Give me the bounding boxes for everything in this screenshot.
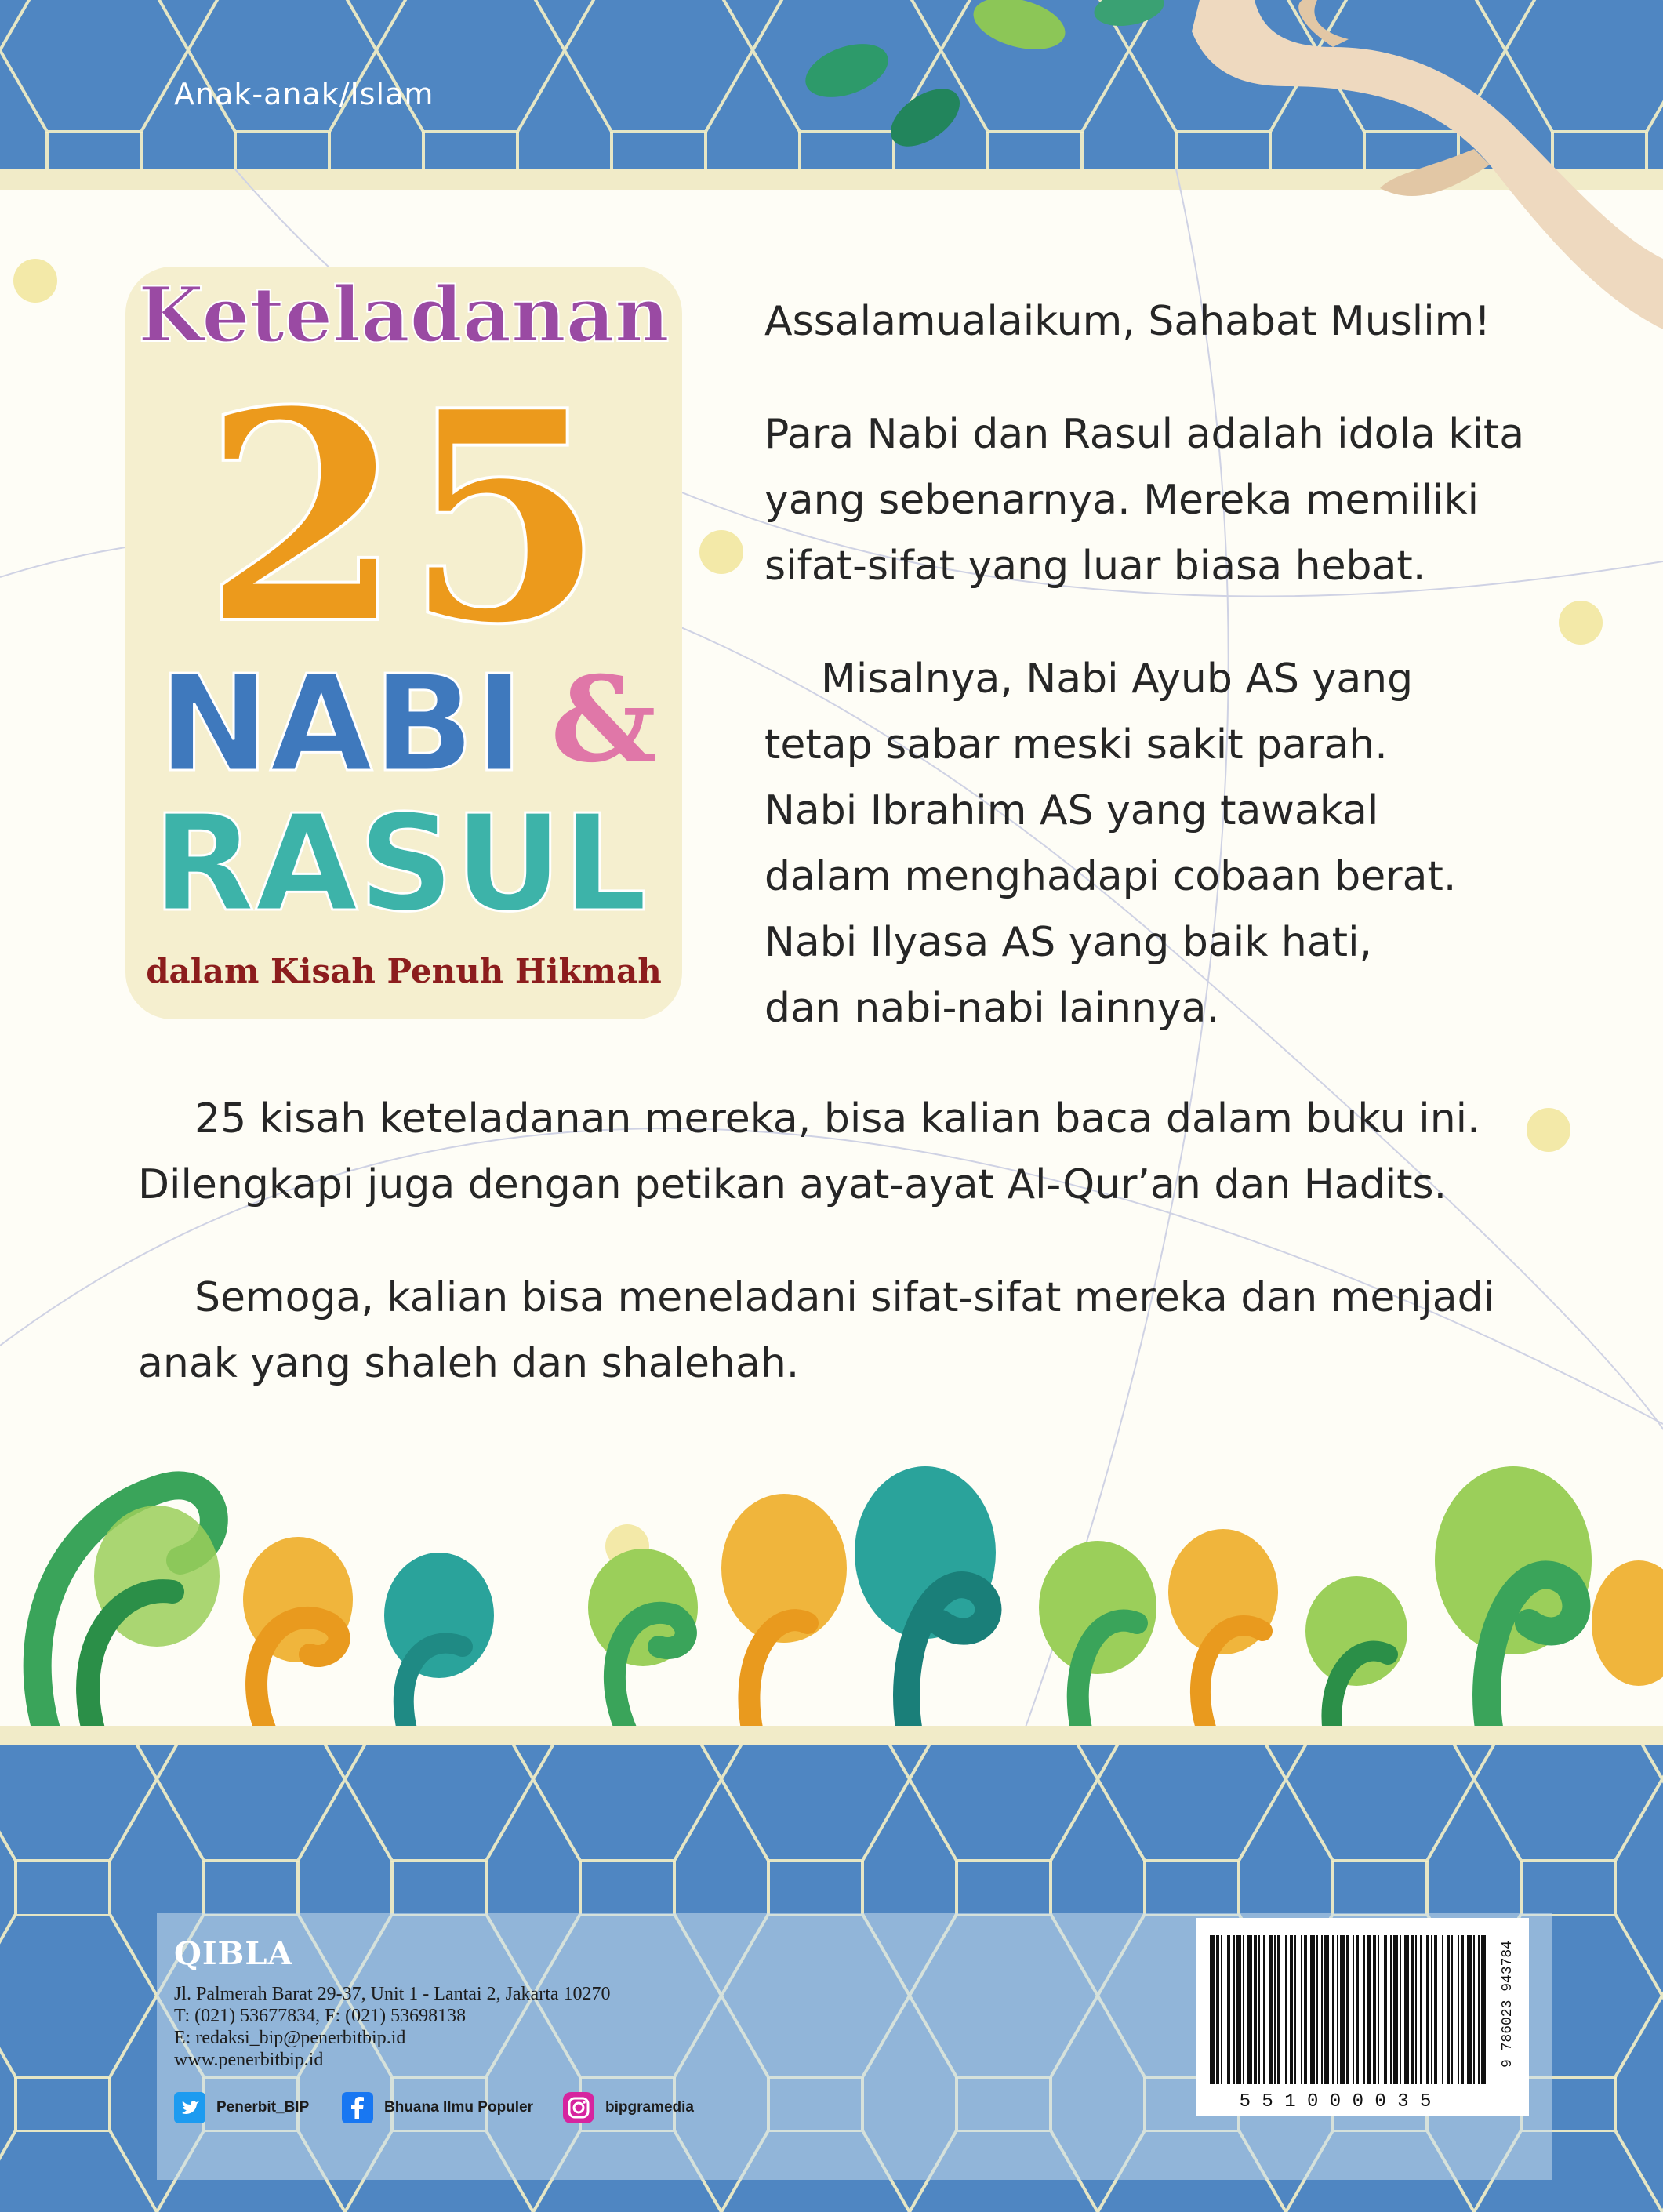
barcode-bar [1442, 1935, 1443, 2084]
barcode-bar [1316, 1935, 1318, 2084]
paragraph-4-line-2: anak yang shaleh dan shalehah. [138, 1340, 800, 1387]
barcode-bar [1285, 1935, 1287, 2084]
barcode-side-digits: 9 786023 943784 [1500, 1940, 1516, 2069]
barcode-bar [1363, 1935, 1365, 2084]
title-line-rasul: RASUL [152, 786, 648, 942]
title-number-25: 25 [202, 348, 606, 688]
paragraph-1-line-3: sifat-sifat yang luar biasa hebat. [764, 543, 1426, 590]
barcode-bar [1304, 1935, 1307, 2084]
paragraph-4-line-1: Semoga, kalian bisa meneladani sifat-sifat mereka dan menjadi [194, 1274, 1495, 1321]
cream-band-bottom [0, 1726, 1663, 1745]
barcode-bar [1404, 1935, 1409, 2084]
publisher-email: E: redaksi_bip@penerbitbip.id [174, 2028, 406, 2048]
barcode-bar [1210, 1935, 1215, 2084]
barcode-bar [1431, 1935, 1432, 2084]
barcode-bar [1332, 1935, 1334, 2084]
paragraph-1-line-1: Para Nabi dan Rasul adalah idola kita [764, 411, 1525, 458]
publisher-address: Jl. Palmerah Barat 29-37, Unit 1 - Lantai 2, Jakarta 10270 [174, 1984, 611, 2004]
barcode-bars [1196, 1918, 1529, 2116]
social-instagram [563, 2092, 694, 2123]
barcode-bar [1321, 1935, 1323, 2084]
barcode-bar [1458, 1935, 1459, 2084]
barcode-bar [1258, 1935, 1260, 2084]
barcode-bar [1294, 1935, 1296, 2084]
barcode-bar [1447, 1935, 1450, 2084]
barcode-bar [1340, 1935, 1345, 2084]
title-subtitle: dalam Kisah Penuh Hikmah [146, 952, 662, 990]
barcode-bar [1290, 1935, 1293, 2084]
barcode-bar [1378, 1935, 1379, 2084]
barcode-bar [1216, 1935, 1219, 2084]
paragraph-2-line-1: Misalnya, Nabi Ayub AS yang [821, 656, 1414, 703]
barcode-bar [1451, 1935, 1453, 2084]
barcode-bar [1310, 1935, 1315, 2084]
barcode-bar [1393, 1935, 1398, 2084]
barcode-bar [1467, 1935, 1472, 2084]
barcode-bar [1390, 1935, 1392, 2084]
publisher-logo: QIBLA [174, 1935, 293, 1972]
paragraph-1-line-2: yang sebenarnya. Mereka memiliki [764, 477, 1480, 524]
barcode-bar [1415, 1935, 1417, 2084]
barcode-bar [1473, 1935, 1475, 2084]
barcode-bar [1227, 1935, 1230, 2084]
barcode-bar [1346, 1935, 1349, 2084]
twitter-icon [174, 2092, 205, 2123]
paragraph-2-line-4: dalam menghadapi cobaan berat. [764, 853, 1457, 900]
greeting-text: Assalamualaikum, Sahabat Muslim! [764, 298, 1491, 345]
barcode-bar [1324, 1935, 1329, 2084]
paragraph-2-line-5: Nabi Ilyasa AS yang baik hati, [764, 919, 1373, 966]
barcode-bar [1221, 1935, 1222, 2084]
book-category: Anak-anak/Islam [174, 77, 434, 111]
title-line-keteladanan: Keteladanan [138, 271, 670, 359]
barcode-bar [1277, 1935, 1280, 2084]
barcode-bar [1356, 1935, 1359, 2084]
paragraph-3-line-1: 25 kisah keteladanan mereka, bisa kalian baca dalam buku ini. [194, 1095, 1480, 1142]
barcode-bar [1426, 1935, 1429, 2084]
barcode-bar [1301, 1935, 1302, 2084]
publisher-phone: T: (021) 53677834, F: (021) 53698138 [174, 2006, 467, 2026]
barcode-bar [1481, 1935, 1486, 2084]
social-twitter [174, 2092, 309, 2123]
barcode-bar [1461, 1935, 1464, 2084]
fern-plants-illustration [0, 1466, 1663, 1733]
barcode-bar [1400, 1935, 1401, 2084]
barcode-bar [1478, 1935, 1480, 2084]
twitter-handle: Penerbit_BIP [216, 2099, 310, 2116]
barcode-bar [1434, 1935, 1437, 2084]
barcode-bar [1373, 1935, 1376, 2084]
barcode-bar [1263, 1935, 1265, 2084]
paragraph-2-line-3: Nabi Ibrahim AS yang tawakal [764, 787, 1379, 834]
summary-text [138, 1086, 1628, 1397]
barcode-bar [1274, 1935, 1276, 2084]
instagram-icon [563, 2092, 594, 2123]
barcode-bar [1420, 1935, 1422, 2084]
barcode-bar [1337, 1935, 1338, 2084]
barcode-bar [1384, 1935, 1387, 2084]
paragraph-2-line-2: tetap sabar meski sakit parah. [764, 721, 1388, 768]
instagram-handle: bipgramedia [605, 2099, 694, 2116]
barcode-bar [1254, 1935, 1257, 2084]
paragraph-3-line-2: Dilengkapi juga dengan petikan ayat-ayat Al-Qur’an dan Hadits. [138, 1161, 1447, 1208]
intro-text-column [764, 289, 1627, 1041]
barcode-bar [1367, 1935, 1371, 2084]
barcode-bar [1236, 1935, 1241, 2084]
barcode-bar [1247, 1935, 1252, 2084]
title-ampersand: & [550, 651, 657, 789]
facebook-icon [342, 2092, 373, 2123]
barcode-bottom-digits: 5 5 1 0 0 0 0 3 5 [1239, 2091, 1432, 2112]
title-line-nabi: NABI [158, 647, 525, 802]
book-title [118, 267, 690, 1027]
barcode [1196, 1918, 1529, 2116]
barcode-bar [1411, 1935, 1414, 2084]
barcode-bar [1233, 1935, 1235, 2084]
barcode-bar [1243, 1935, 1244, 2084]
barcode-bar [1353, 1935, 1354, 2084]
social-facebook [342, 2092, 533, 2123]
paragraph-2-line-6: dan nabi-nabi lainnya. [764, 985, 1220, 1032]
publisher-website: www.penerbitbip.id [174, 2050, 324, 2070]
facebook-page: Bhuana Ilmu Populer [384, 2099, 534, 2116]
barcode-bar [1269, 1935, 1273, 2084]
